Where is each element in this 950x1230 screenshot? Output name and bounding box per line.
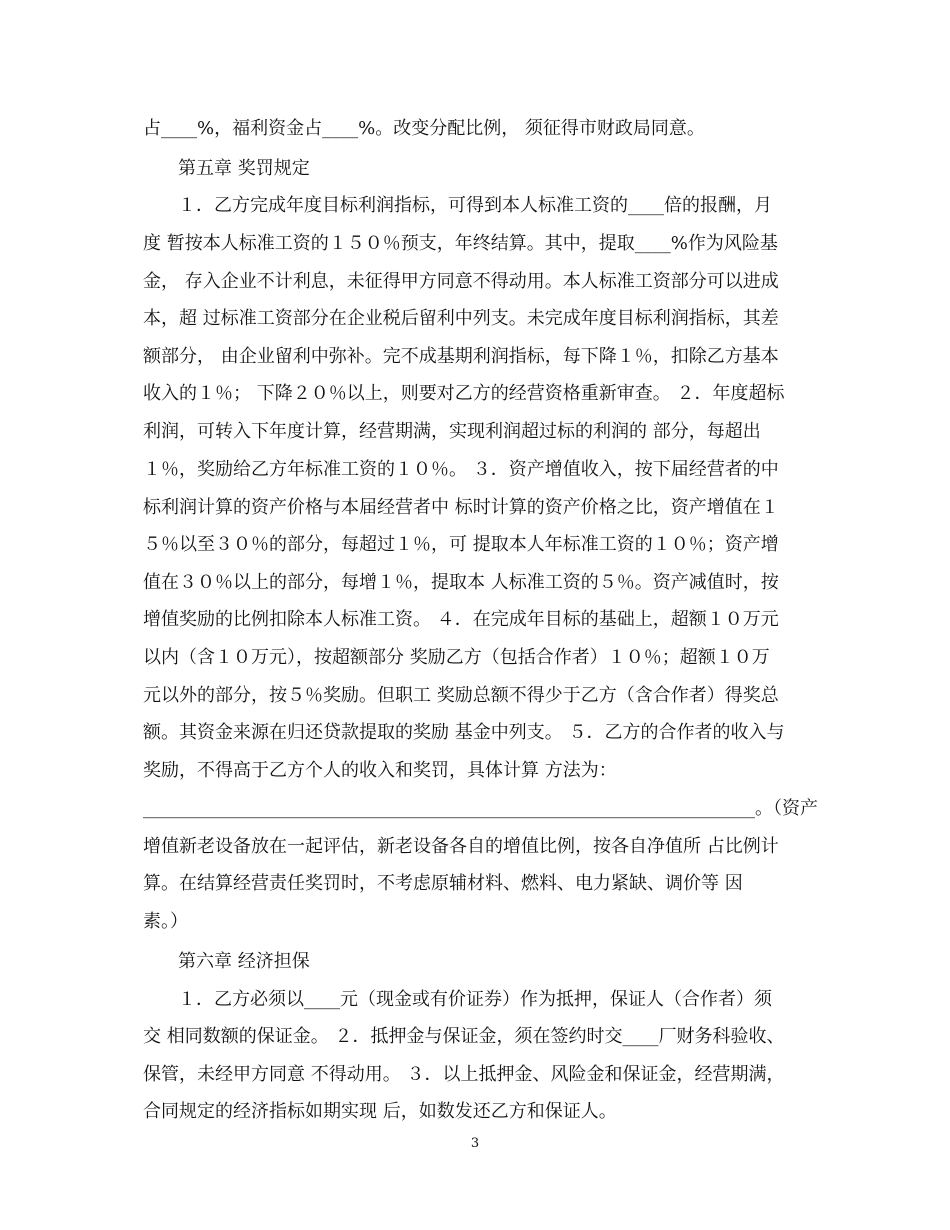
text-line: 交 相同数额的保证金。 ２．抵押金与保证金，须在签约时交____厂财务科验收、 <box>143 1026 785 1047</box>
text-line: 奖励，不得高于乙方个人的收入和奖罚，具体计算 方法为： <box>143 760 617 781</box>
text-line: １％，奖励给乙方年标准工资的１０％。 ３．资产增值收入，按下届经营者的中 <box>143 459 779 480</box>
text-line: ５％以至３０％的部分，每超过１％，可 提取本人年标准工资的１０％；资产增 <box>143 534 779 555</box>
text-line: 元以外的部分，按５％奖励。但职工 奖励总额不得少于乙方（含合作者）得奖总 <box>143 685 779 706</box>
text-line: 度 暂按本人标准工资的１５０％预支，年终结算。其中，提取____%作为风险基 <box>143 233 778 254</box>
text-line: 增值新老设备放在一起评估，新老设备各自的增值比例，按各自净值所 占比例计 <box>143 836 779 857</box>
chapter-heading: 第五章 奖罚规定 <box>178 158 310 179</box>
text-line: 额。其资金来源在归还贷款提取的奖励 基金中列支。 ５．乙方的合作者的收入与 <box>143 722 785 743</box>
text-line: 金， 存入企业不计利息，未征得甲方同意不得动用。本人标准工资部分可以进成 <box>143 271 779 292</box>
text-line: 素。） <box>143 911 188 932</box>
text-line: 利润，可转入下年度计算，经营期满，实现利润超过标的利润的 部分，每超出 <box>143 421 761 442</box>
text-line: 额部分， 由企业留利中弥补。完不成基期利润指标，每下降１％，扣除乙方基本 <box>143 346 779 367</box>
text-line: 保管，未经甲方同意 不得动用。 ３．以上抵押金、风险金和保证金，经营期满， <box>143 1064 785 1085</box>
text-line: 占____%，福利资金占____%。改变分配比例， 须征得市财政局同意。 <box>143 118 705 139</box>
text-line: 收入的１％； 下降２０％以上，则要对乙方的经营资格重新审查。 ２．年度超标 <box>143 383 785 404</box>
text-line: 本，超 过标准工资部分在企业税后留利中列支。未完成年度目标利润指标，其差 <box>143 308 779 329</box>
chapter-heading: 第六章 经济担保 <box>178 951 310 972</box>
text-line: 以内（含１０万元），按超额部分 奖励乙方（包括合作者）１０％；超额１０万 <box>143 647 770 668</box>
text-line: 算。在结算经营责任奖罚时，不考虑原辅材料、燃料、电力紧缺、调价等 因 <box>143 873 743 894</box>
text-line: 增值奖励的比例扣除本人标准工资。 ４．在完成年目标的基础上，超额１０万元 <box>143 609 779 630</box>
page-number: 3 <box>470 1136 480 1151</box>
text-line: 合同规定的经济指标如期实现 后，如数发还乙方和保证人。 <box>143 1101 617 1122</box>
text-line: 标利润计算的资产价格与本届经营者中 标时计算的资产价格之比，资产增值在１ <box>143 497 779 518</box>
text-line: １．乙方必须以____元（现金或有价证券）作为抵押，保证人（合作者）须 <box>178 989 772 1010</box>
text-line: 值在３０％以上的部分，每增１％，提取本 人标准工资的５％。资产减值时，按 <box>143 572 779 593</box>
text-line: １．乙方完成年度目标利润指标，可得到本人标准工资的____倍的报酬，月 <box>178 195 772 216</box>
blank-fill-line: ____________________________________________________________________。（资产 <box>143 798 818 819</box>
